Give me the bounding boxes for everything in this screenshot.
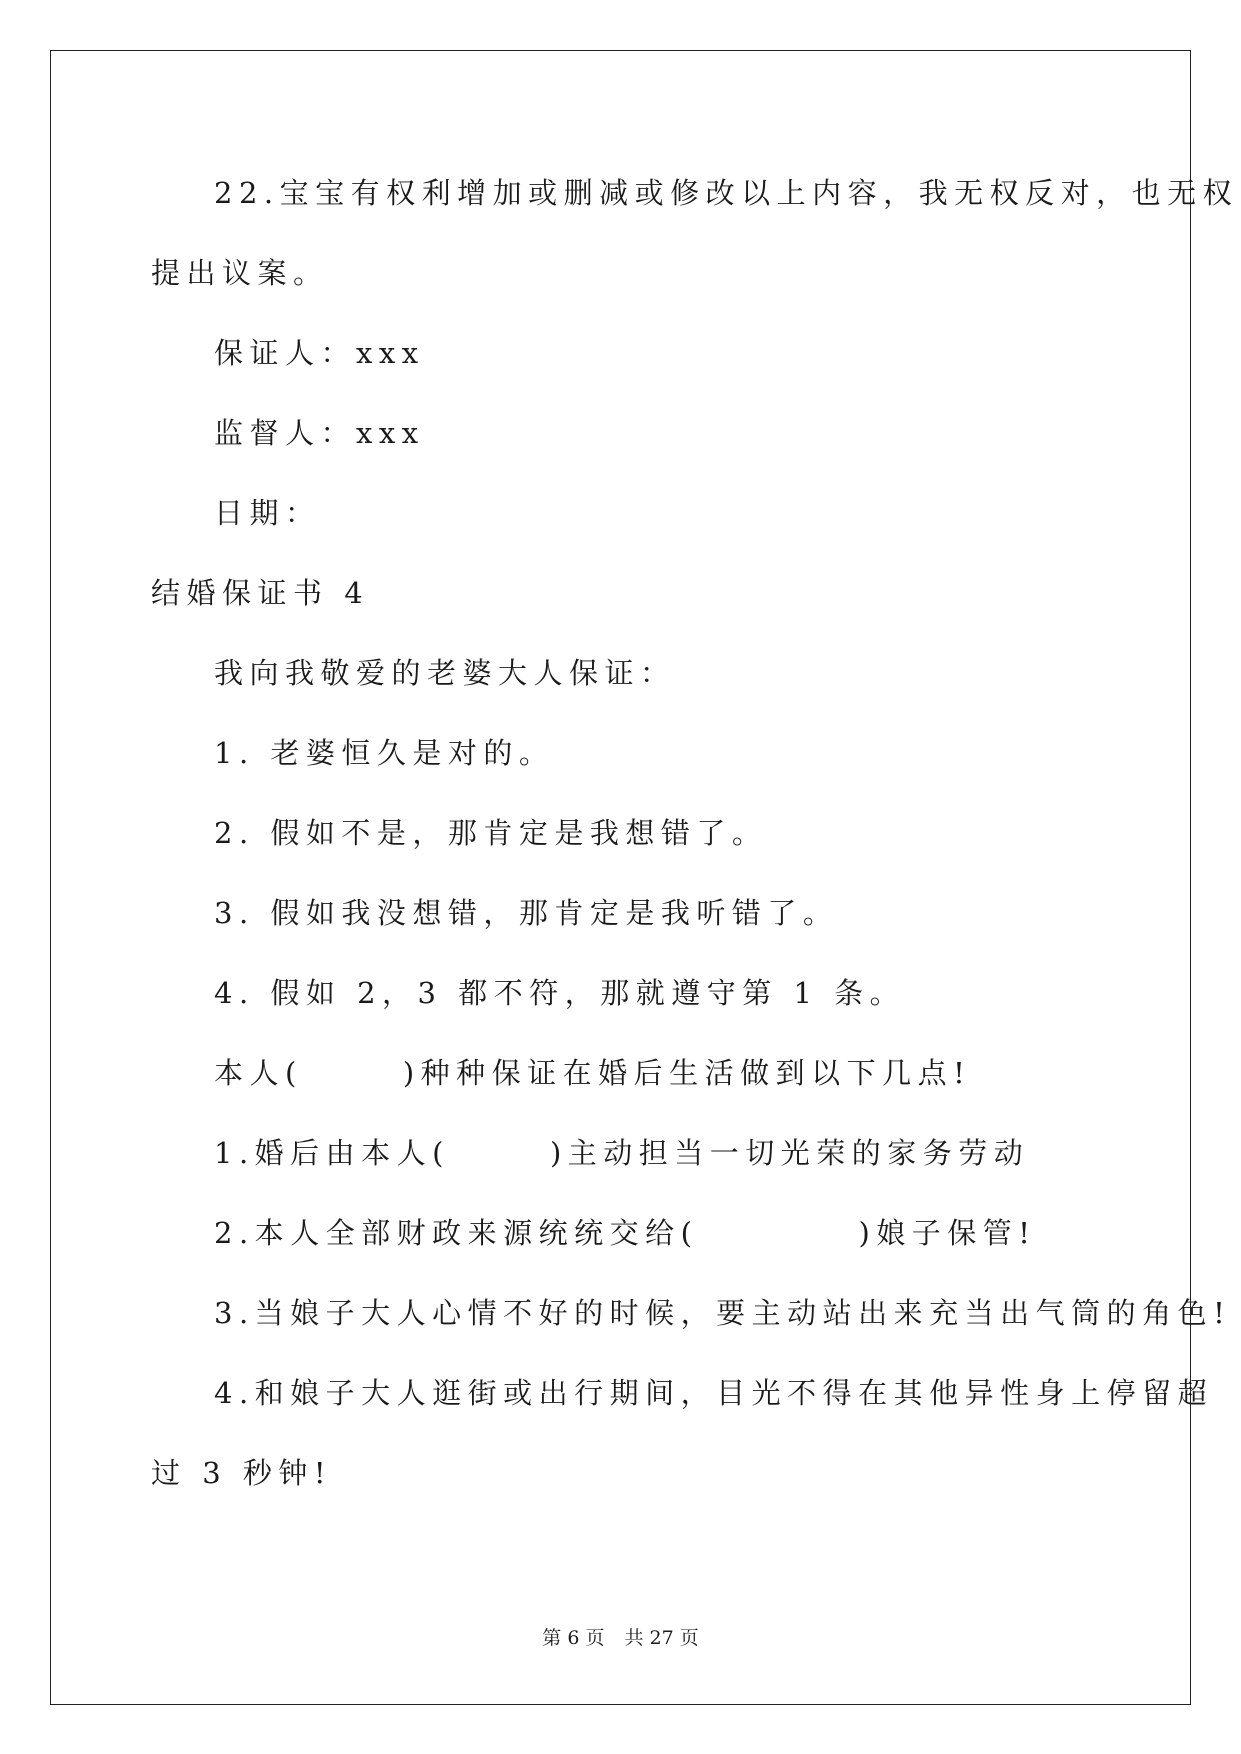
pledge-text-end: )种种保证在婚后生活做到以下几点! — [402, 1056, 972, 1090]
rule-4: 4. 假如 2，3 都不符，那就遵守第 1 条。 — [214, 976, 906, 1010]
rule-3: 3. 假如我没想错，那肯定是我听错了。 — [214, 896, 839, 930]
page-total: 共 27 页 — [624, 1627, 699, 1649]
page-number: 第 6 页 — [542, 1627, 605, 1649]
supervisor-line: 监督人：xxx — [214, 416, 425, 450]
item-1-text-end: )主动担当一切光荣的家务劳动 — [549, 1136, 1030, 1170]
item-1 — [214, 1133, 1029, 1173]
item-2-text-start: 2.本人全部财政来源统统交给( — [214, 1216, 699, 1250]
item-4-line1: 4.和娘子大人逛街或出行期间，目光不得在其他异性身上停留超 — [214, 1376, 1214, 1410]
rule-1: 1. 老婆恒久是对的。 — [214, 736, 555, 770]
page-footer — [0, 1623, 1241, 1650]
intro-line: 我向我敬爱的老婆大人保证： — [214, 656, 676, 690]
item-2 — [214, 1213, 1036, 1253]
pledge-text-start: 本人( — [214, 1056, 303, 1090]
paragraph-22-line2: 提出议案。 — [151, 256, 329, 290]
item-1-text-start: 1.婚后由本人( — [214, 1136, 450, 1170]
item-4-line2: 过 3 秒钟! — [151, 1456, 333, 1490]
section-heading: 结婚保证书 4 — [151, 576, 370, 610]
rule-2: 2. 假如不是，那肯定是我想错了。 — [214, 816, 768, 850]
guarantor-line: 保证人：xxx — [214, 336, 425, 370]
date-line: 日期： — [214, 496, 321, 530]
item-2-text-end: )娘子保管! — [858, 1216, 1037, 1250]
pledge-line — [214, 1053, 971, 1093]
paragraph-22-line1: 22.宝宝有权利增加或删减或修改以上内容，我无权反对，也无权 — [214, 176, 1239, 210]
item-3: 3.当娘子大人心情不好的时候，要主动站出来充当出气筒的角色! — [214, 1296, 1232, 1330]
